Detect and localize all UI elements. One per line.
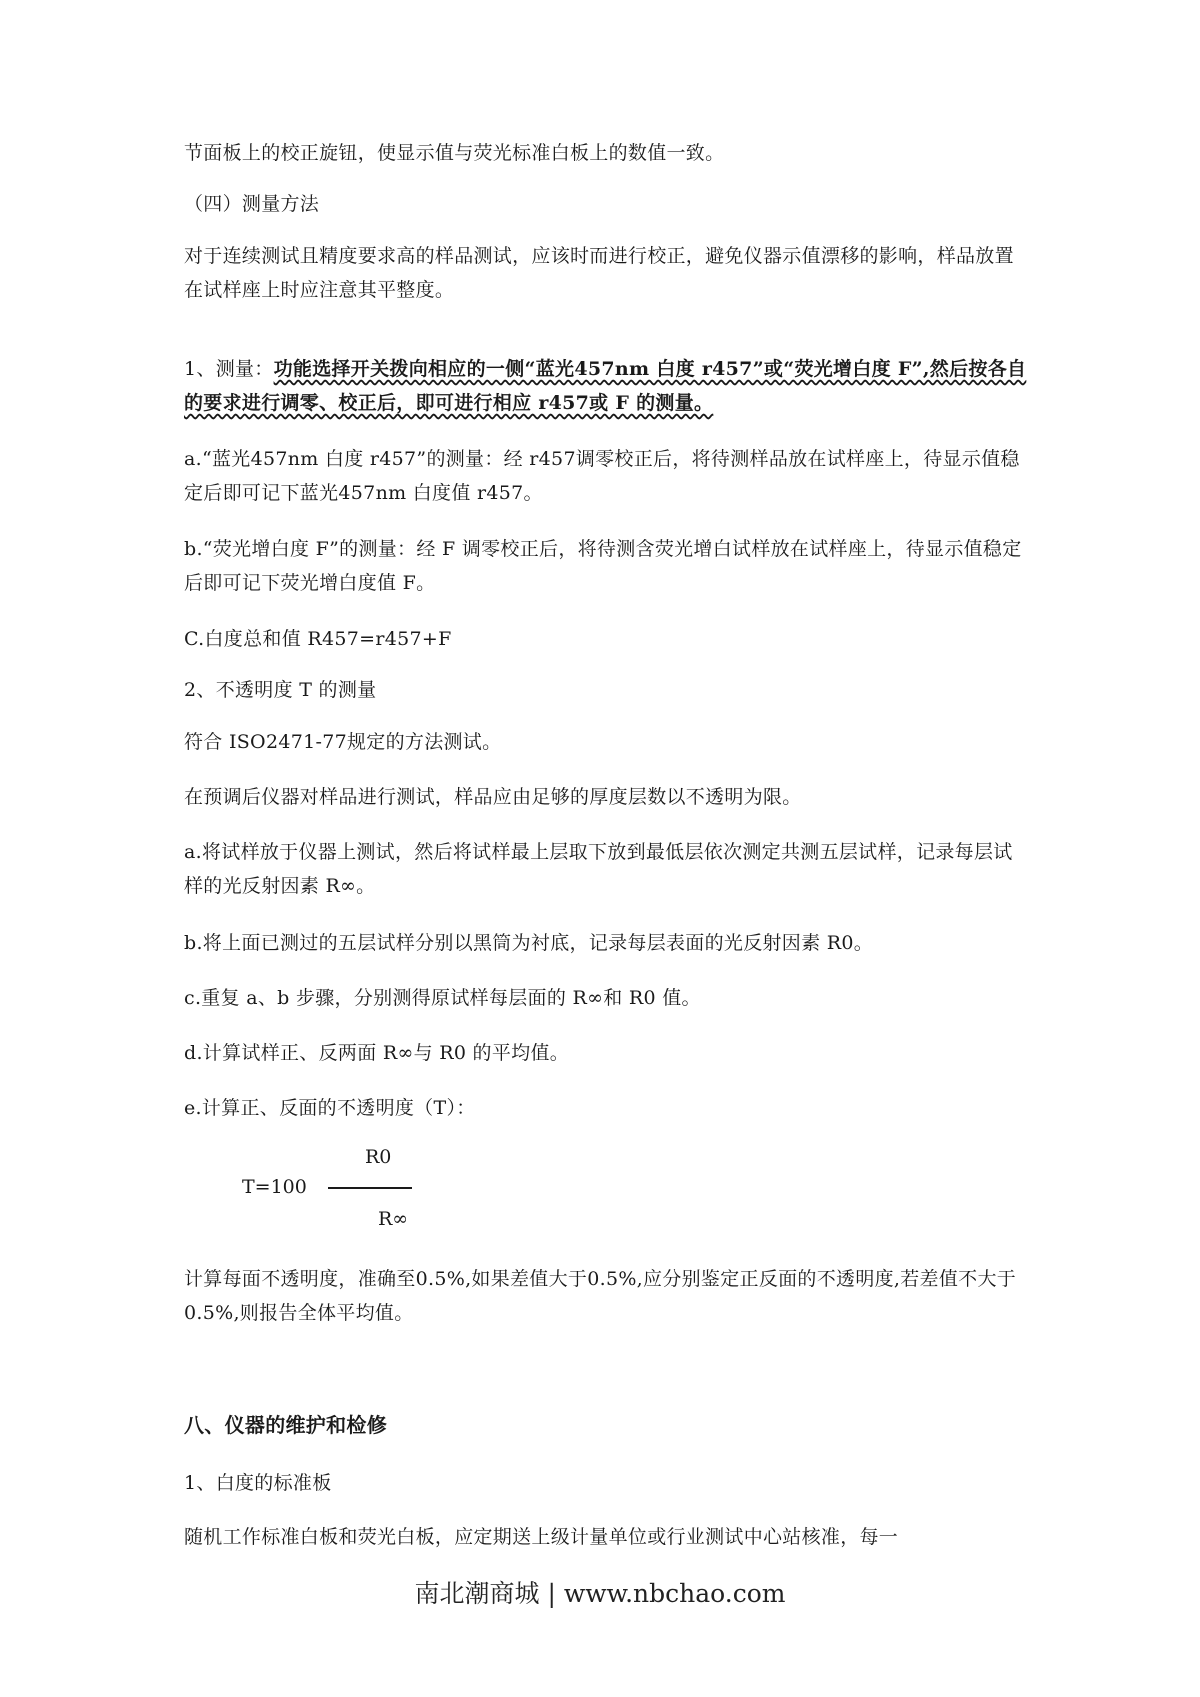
paragraph-continuous-testing: 对于连续测试且精度要求高的样品测试，应该时而进行校正，避免仪器示值漂移的影响，样品放置在试样座上时应注意其平整度。: [184, 245, 1014, 301]
formula-fraction-bar: [328, 1187, 412, 1189]
formula-left-side: T=100: [242, 1176, 307, 1198]
paragraph-total-whiteness: C.白度总和值 R457=r457+F: [184, 628, 452, 650]
formula-denominator: R∞: [378, 1208, 409, 1230]
paragraph-f-measure: b.“荧光增白度 F”的测量：经 F 调零校正后，将待测含荧光增白试样放在试样座上，待显示值稳定后即可记下荧光增白度值 F。: [184, 538, 1022, 594]
section-heading-maintenance: 八、仪器的维护和检修: [184, 1413, 387, 1437]
paragraph-calibration-end: 节面板上的校正旋钮，使显示值与荧光标准白板上的数值一致。: [184, 142, 725, 164]
item-opacity-measure: 2、不透明度 T 的测量: [184, 679, 377, 701]
paragraph-step-d: d.计算试样正、反两面 R∞与 R0 的平均值。: [184, 1042, 570, 1064]
paragraph-preadjust: 在预调后仪器对样品进行测试，样品应由足够的厚度层数以不透明为限。: [184, 786, 802, 808]
paragraph-standard-calibration: 随机工作标准白板和荧光白板，应定期送上级计量单位或行业测试中心站核准，每一: [184, 1526, 899, 1548]
measure-prefix: 1、测量：: [184, 358, 274, 380]
paragraph-measure-step: [184, 352, 1028, 420]
formula-numerator: R0: [365, 1146, 392, 1168]
measure-emphasis: 功能选择开关拨向相应的一侧“蓝光457nm 白度 r457”或“荧光增白度 F”,然后按各自的要求进行调零、校正后，即可进行相应 r457或 F 的测量。: [184, 358, 1027, 414]
paragraph-accuracy: 计算每面不透明度，准确至0.5%,如果差值大于0.5%,应分别鉴定正反面的不透明度,若差值不大于0.5%,则报告全体平均值。: [184, 1268, 1017, 1324]
subsection-measurement-method: （四）测量方法: [184, 193, 320, 215]
paragraph-step-e: e.计算正、反面的不透明度（T）：: [184, 1097, 476, 1119]
item-whiteness-standard: 1、白度的标准板: [184, 1472, 332, 1494]
paragraph-step-c: c.重复 a、b 步骤，分别测得原试样每层面的 R∞和 R0 值。: [184, 987, 701, 1009]
footer-watermark: 南北潮商城 | www.nbchao.com: [414, 1579, 786, 1608]
paragraph-step-a: a.将试样放于仪器上测试，然后将试样最上层取下放到最低层依次测定共测五层试样，记录每层试样的光反射因素 R∞。: [184, 841, 1013, 897]
paragraph-iso-standard: 符合 ISO2471-77规定的方法测试。: [184, 731, 502, 753]
paragraph-r457-measure: a.“蓝光457nm 白度 r457”的测量：经 r457调零校正后，将待测样品放在试样座上，待显示值稳定后即可记下蓝光457nm 白度值 r457。: [184, 448, 1020, 504]
paragraph-step-b: b.将上面已测过的五层试样分别以黑筒为衬底，记录每层表面的光反射因素 R0。: [184, 932, 874, 954]
